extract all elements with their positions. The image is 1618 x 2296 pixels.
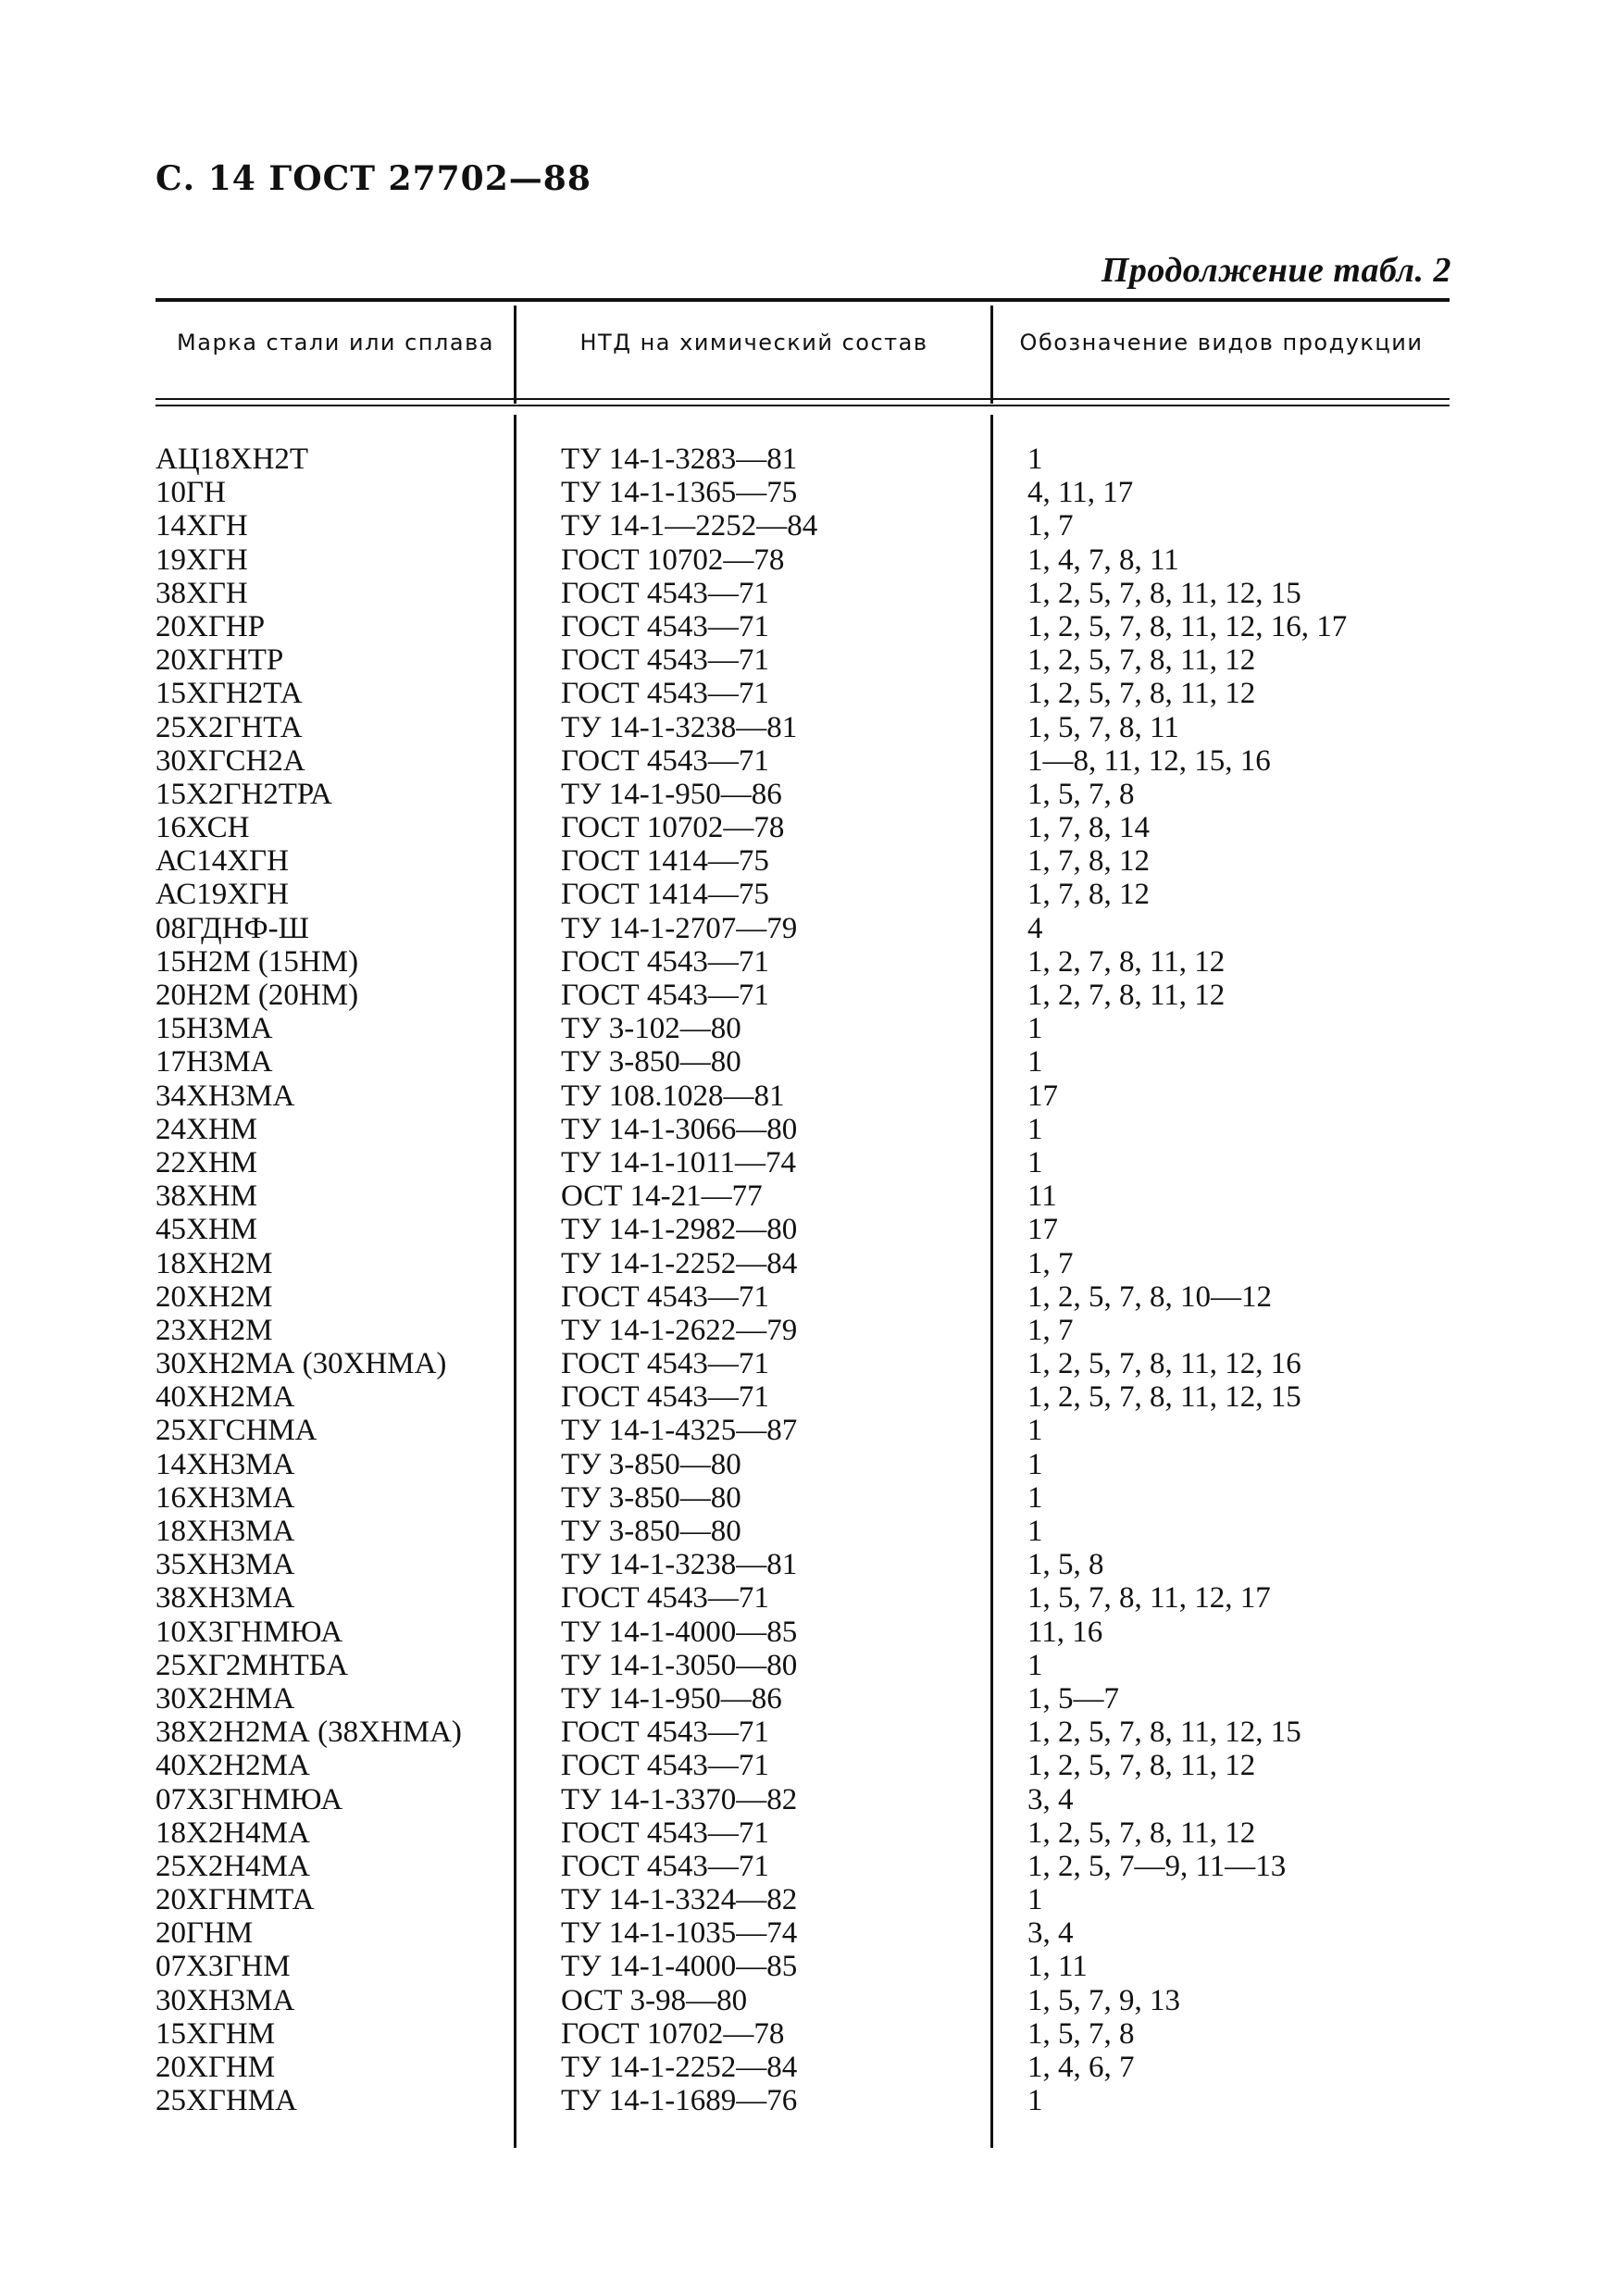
cell-products: 1, 2, 5, 7, 8, 11, 12, 15 <box>1027 576 1301 610</box>
table-row <box>156 1146 1451 1179</box>
header-bottom-rule <box>156 398 1450 400</box>
cell-grade: 20ХГНМ <box>156 2051 276 2084</box>
cell-ntd: ГОСТ 4543—71 <box>561 944 769 979</box>
cell-ntd: ТУ 3-850—80 <box>561 1447 741 1481</box>
cell-ntd: ГОСТ 4543—71 <box>561 1380 769 1415</box>
cell-ntd: ТУ 14-1-1035—74 <box>561 1916 798 1951</box>
header-column-divider-1 <box>514 306 517 404</box>
cell-grade: 25ХГ2МНТБА <box>156 1648 349 1682</box>
table-continuation-label: Продолжение табл. 2 <box>1101 251 1451 290</box>
cell-ntd: ГОСТ 4543—71 <box>561 743 769 778</box>
table-row <box>156 1816 1451 1850</box>
table-top-rule <box>156 298 1450 302</box>
cell-ntd: ГОСТ 4543—71 <box>561 1749 769 1783</box>
cell-products: 1 <box>1027 1648 1043 1682</box>
header-bottom-rule-double <box>156 405 1450 406</box>
cell-products: 3, 4 <box>1027 1916 1074 1951</box>
cell-products: 11, 16 <box>1027 1615 1103 1649</box>
cell-products: 1, 4, 6, 7 <box>1027 2051 1135 2084</box>
cell-products: 1, 5, 7, 8 <box>1027 777 1135 811</box>
cell-ntd: ГОСТ 4543—71 <box>561 1279 769 1314</box>
table-row <box>156 1380 1451 1414</box>
cell-products: 1, 7, 8, 14 <box>1027 811 1150 845</box>
table-row <box>156 1916 1451 1950</box>
table-row <box>156 476 1451 509</box>
table-row <box>156 1716 1451 1749</box>
cell-products: 1 <box>1027 1145 1043 1179</box>
cell-ntd: ТУ 14-1-2707—79 <box>561 911 798 945</box>
table-row <box>156 610 1451 643</box>
cell-ntd: ТУ 14-1-3324—82 <box>561 1883 798 1917</box>
table-row <box>156 577 1451 610</box>
cell-grade: 25ХГНМА <box>156 2084 297 2118</box>
table-row <box>156 1850 1451 1883</box>
table-row <box>156 543 1451 577</box>
table-row <box>156 979 1451 1012</box>
cell-grade: 24ХНМ <box>156 1112 258 1146</box>
cell-products: 1, 5, 7, 8 <box>1027 2016 1135 2051</box>
cell-grade: 38Х2Н2МА (38ХНМА) <box>156 1716 462 1750</box>
cell-grade: 20Н2М (20НМ) <box>156 979 359 1012</box>
table-row <box>156 1280 1451 1314</box>
cell-grade: 25ХГСНМА <box>156 1414 317 1448</box>
table-row <box>156 945 1451 979</box>
cell-ntd: ТУ 14-1-950—86 <box>561 1681 782 1716</box>
column-header-grade: Марка стали или сплава <box>177 330 494 356</box>
table-row <box>156 643 1451 677</box>
cell-grade: АС14ХГН <box>156 844 289 879</box>
cell-grade: 15ХГНМ <box>156 2016 276 2051</box>
cell-ntd: ТУ 14-1—2252—84 <box>561 509 818 543</box>
table-row <box>156 1247 1451 1280</box>
table-row <box>156 443 1451 476</box>
cell-grade: 10Х3ГНМЮА <box>156 1615 343 1649</box>
cell-products: 1 <box>1027 1414 1043 1448</box>
cell-products: 1, 2, 5, 7, 8, 11, 12 <box>1027 1816 1256 1850</box>
cell-products: 1, 7 <box>1027 1313 1074 1347</box>
cell-grade: 30ХН3МА <box>156 1983 295 2017</box>
cell-products: 1, 5, 7, 8, 11, 12, 17 <box>1027 1581 1271 1616</box>
table-row <box>156 1649 1451 1682</box>
cell-grade: 16ХСН <box>156 811 250 845</box>
cell-products: 1, 2, 5, 7, 8, 11, 12, 16, 17 <box>1027 609 1348 643</box>
cell-ntd: ГОСТ 4543—71 <box>561 1849 769 1883</box>
cell-ntd: ТУ 14-1-1365—75 <box>561 476 798 510</box>
cell-ntd: ГОСТ 10702—78 <box>561 811 785 845</box>
cell-grade: 18Х2Н4МА <box>156 1816 310 1850</box>
cell-ntd: ТУ 14-1-4325—87 <box>561 1414 798 1448</box>
table-row <box>156 778 1451 811</box>
cell-products: 1, 7, 8, 12 <box>1027 844 1150 879</box>
cell-products: 1, 2, 5, 7, 8, 11, 12 <box>1027 1749 1256 1783</box>
table-row <box>156 1414 1451 1447</box>
cell-grade: 20ХН2М <box>156 1279 273 1314</box>
cell-products: 1, 5, 7, 8, 11 <box>1027 710 1179 744</box>
cell-grade: 40ХН2МА <box>156 1380 295 1415</box>
table-row <box>156 2051 1451 2084</box>
cell-ntd: ТУ 14-1-3370—82 <box>561 1782 798 1816</box>
cell-grade: 38ХНМ <box>156 1179 258 1214</box>
table-row <box>156 1481 1451 1515</box>
cell-products: 1, 11 <box>1027 1950 1088 1984</box>
cell-grade: 15Х2ГН2ТРА <box>156 777 332 811</box>
table-row <box>156 744 1451 778</box>
cell-products: 1 <box>1027 2084 1043 2118</box>
cell-grade: 30ХГСН2А <box>156 743 305 778</box>
cell-products: 4 <box>1027 911 1043 945</box>
cell-ntd: ТУ 14-1-4000—85 <box>561 1615 798 1649</box>
cell-grade: 25Х2Н4МА <box>156 1849 310 1883</box>
cell-ntd: ГОСТ 4543—71 <box>561 643 769 678</box>
cell-ntd: ТУ 14-1-1689—76 <box>561 2084 798 2118</box>
table-row <box>156 1883 1451 1916</box>
cell-ntd: ГОСТ 1414—75 <box>561 844 769 879</box>
cell-products: 1 <box>1027 1012 1043 1046</box>
cell-products: 1, 5—7 <box>1027 1681 1119 1716</box>
table-row <box>156 1347 1451 1380</box>
cell-grade: 20ХГНМТА <box>156 1883 315 1917</box>
table-body <box>156 443 1451 2117</box>
cell-products: 1, 2, 7, 8, 11, 12 <box>1027 979 1226 1012</box>
table-row <box>156 2017 1451 2051</box>
cell-grade: 15Н3МА <box>156 1012 273 1046</box>
cell-products: 1, 2, 7, 8, 11, 12 <box>1027 944 1226 979</box>
column-header-ntd: НТД на химический состав <box>579 330 928 356</box>
cell-grade: 14ХГН <box>156 509 248 543</box>
cell-ntd: ГОСТ 4543—71 <box>561 677 769 711</box>
table-row <box>156 1783 1451 1816</box>
cell-ntd: ТУ 3-850—80 <box>561 1480 741 1515</box>
cell-ntd: ГОСТ 4543—71 <box>561 1716 769 1750</box>
cell-products: 1 <box>1027 1480 1043 1515</box>
cell-products: 1, 2, 5, 7, 8, 11, 12, 15 <box>1027 1380 1301 1415</box>
table-row <box>156 1079 1451 1113</box>
cell-products: 17 <box>1027 1213 1058 1247</box>
cell-products: 1, 7, 8, 12 <box>1027 878 1150 912</box>
header-column-divider-2 <box>990 306 993 404</box>
cell-products: 1, 2, 5, 7—9, 11—13 <box>1027 1849 1287 1883</box>
table-row <box>156 1113 1451 1146</box>
cell-ntd: ТУ 14-1-3238—81 <box>561 710 798 744</box>
cell-grade: 22ХНМ <box>156 1145 258 1179</box>
cell-grade: 14ХН3МА <box>156 1447 295 1481</box>
table-row <box>156 1314 1451 1347</box>
cell-grade: 16ХН3МА <box>156 1480 295 1515</box>
cell-products: 1, 5, 7, 9, 13 <box>1027 1983 1180 2017</box>
table-row <box>156 1682 1451 1716</box>
cell-ntd: ТУ 14-1-3283—81 <box>561 443 798 476</box>
cell-ntd: ГОСТ 4543—71 <box>561 1347 769 1381</box>
cell-products: 1, 2, 5, 7, 8, 11, 12, 15 <box>1027 1716 1301 1750</box>
table-row <box>156 878 1451 911</box>
table-row <box>156 1616 1451 1649</box>
table-row <box>156 1179 1451 1213</box>
cell-products: 1, 2, 5, 7, 8, 10—12 <box>1027 1279 1272 1314</box>
cell-products: 1, 7 <box>1027 1246 1074 1280</box>
cell-ntd: ТУ 14-1-4000—85 <box>561 1950 798 1984</box>
cell-grade: 35ХН3МА <box>156 1548 295 1582</box>
cell-grade: 15ХГН2ТА <box>156 677 303 711</box>
cell-ntd: ТУ 14-1-3066—80 <box>561 1112 798 1146</box>
cell-grade: 07Х3ГНМЮА <box>156 1782 343 1816</box>
cell-grade: 30Х2НМА <box>156 1681 295 1716</box>
cell-ntd: ГОСТ 4543—71 <box>561 1816 769 1850</box>
cell-grade: 38ХН3МА <box>156 1581 295 1616</box>
cell-products: 1, 2, 5, 7, 8, 11, 12 <box>1027 643 1256 678</box>
cell-products: 1 <box>1027 443 1043 476</box>
cell-ntd: ТУ 14-1-1011—74 <box>561 1145 797 1179</box>
cell-products: 1—8, 11, 12, 15, 16 <box>1027 743 1271 778</box>
cell-products: 17 <box>1027 1079 1058 1113</box>
table-row <box>156 844 1451 878</box>
cell-products: 4, 11, 17 <box>1027 476 1134 510</box>
table-row <box>156 811 1451 844</box>
table-row <box>156 677 1451 710</box>
table-row <box>156 1950 1451 1983</box>
table-row <box>156 2084 1451 2117</box>
cell-ntd: ТУ 108.1028—81 <box>561 1079 785 1113</box>
cell-grade: 45ХНМ <box>156 1213 258 1247</box>
table-row <box>156 1213 1451 1246</box>
cell-grade: 18ХН3МА <box>156 1515 295 1548</box>
table-row <box>156 1984 1451 2017</box>
cell-products: 1 <box>1027 1883 1043 1917</box>
table-row <box>156 1749 1451 1782</box>
table-row <box>156 1448 1451 1481</box>
cell-grade: 30ХН2МА (30ХНМА) <box>156 1347 447 1381</box>
cell-products: 1, 4, 7, 8, 11 <box>1027 543 1179 577</box>
cell-ntd: ГОСТ 10702—78 <box>561 2016 785 2051</box>
cell-ntd: ТУ 3-850—80 <box>561 1045 741 1079</box>
table-row <box>156 1515 1451 1548</box>
cell-products: 1 <box>1027 1515 1043 1548</box>
cell-ntd: ГОСТ 4543—71 <box>561 979 769 1012</box>
cell-products: 11 <box>1027 1179 1057 1214</box>
cell-ntd: ТУ 3-102—80 <box>561 1012 741 1046</box>
cell-ntd: ГОСТ 4543—71 <box>561 576 769 610</box>
table-row <box>156 711 1451 744</box>
cell-grade: 18ХН2М <box>156 1246 273 1280</box>
cell-grade: 20ГНМ <box>156 1916 254 1951</box>
cell-ntd: ТУ 14-1-3238—81 <box>561 1548 798 1582</box>
cell-ntd: ТУ 14-1-2252—84 <box>561 2051 798 2084</box>
cell-products: 1 <box>1027 1112 1043 1146</box>
cell-ntd: ОСТ 14-21—77 <box>561 1179 763 1214</box>
table-row <box>156 1548 1451 1581</box>
cell-products: 1, 2, 5, 7, 8, 11, 12 <box>1027 677 1256 711</box>
cell-ntd: ТУ 14-1-2622—79 <box>561 1313 798 1347</box>
cell-grade: 20ХГНТР <box>156 643 284 678</box>
cell-ntd: ТУ 14-1-950—86 <box>561 777 782 811</box>
cell-products: 1 <box>1027 1045 1043 1079</box>
cell-grade: 40Х2Н2МА <box>156 1749 310 1783</box>
cell-products: 3, 4 <box>1027 1782 1074 1816</box>
cell-products: 1, 2, 5, 7, 8, 11, 12, 16 <box>1027 1347 1301 1381</box>
cell-grade: 15Н2М (15НМ) <box>156 944 359 979</box>
cell-products: 1 <box>1027 1447 1043 1481</box>
cell-ntd: ТУ 3-850—80 <box>561 1515 741 1548</box>
cell-ntd: ГОСТ 4543—71 <box>561 1581 769 1616</box>
cell-ntd: ОСТ 3-98—80 <box>561 1983 748 2017</box>
cell-grade: 20ХГНР <box>156 609 266 643</box>
table-row <box>156 1581 1451 1615</box>
cell-grade: АЦ18ХН2Т <box>156 443 308 476</box>
cell-grade: 17Н3МА <box>156 1045 273 1079</box>
cell-ntd: ТУ 14-1-2252—84 <box>561 1246 798 1280</box>
table-row <box>156 509 1451 543</box>
cell-grade: 38ХГН <box>156 576 248 610</box>
cell-grade: 07Х3ГНМ <box>156 1950 291 1984</box>
cell-ntd: ГОСТ 4543—71 <box>561 609 769 643</box>
cell-grade: АС19ХГН <box>156 878 289 912</box>
cell-ntd: ГОСТ 1414—75 <box>561 878 769 912</box>
table-row <box>156 1012 1451 1045</box>
cell-grade: 08ГДНФ-Ш <box>156 911 309 945</box>
cell-grade: 10ГН <box>156 476 226 510</box>
cell-ntd: ГОСТ 10702—78 <box>561 543 785 577</box>
cell-grade: 23ХН2М <box>156 1313 273 1347</box>
table-row <box>156 912 1451 945</box>
cell-ntd: ТУ 14-1-3050—80 <box>561 1648 798 1682</box>
cell-products: 1, 5, 8 <box>1027 1548 1104 1582</box>
cell-ntd: ТУ 14-1-2982—80 <box>561 1213 798 1247</box>
cell-grade: 25Х2ГНТА <box>156 710 303 744</box>
cell-products: 1, 7 <box>1027 509 1074 543</box>
table-row <box>156 1045 1451 1079</box>
cell-grade: 19ХГН <box>156 543 248 577</box>
page-header: С. 14 ГОСТ 27702—88 <box>156 159 591 198</box>
column-header-products: Обозначение видов продукции <box>1019 330 1424 356</box>
cell-grade: 34ХН3МА <box>156 1079 295 1113</box>
